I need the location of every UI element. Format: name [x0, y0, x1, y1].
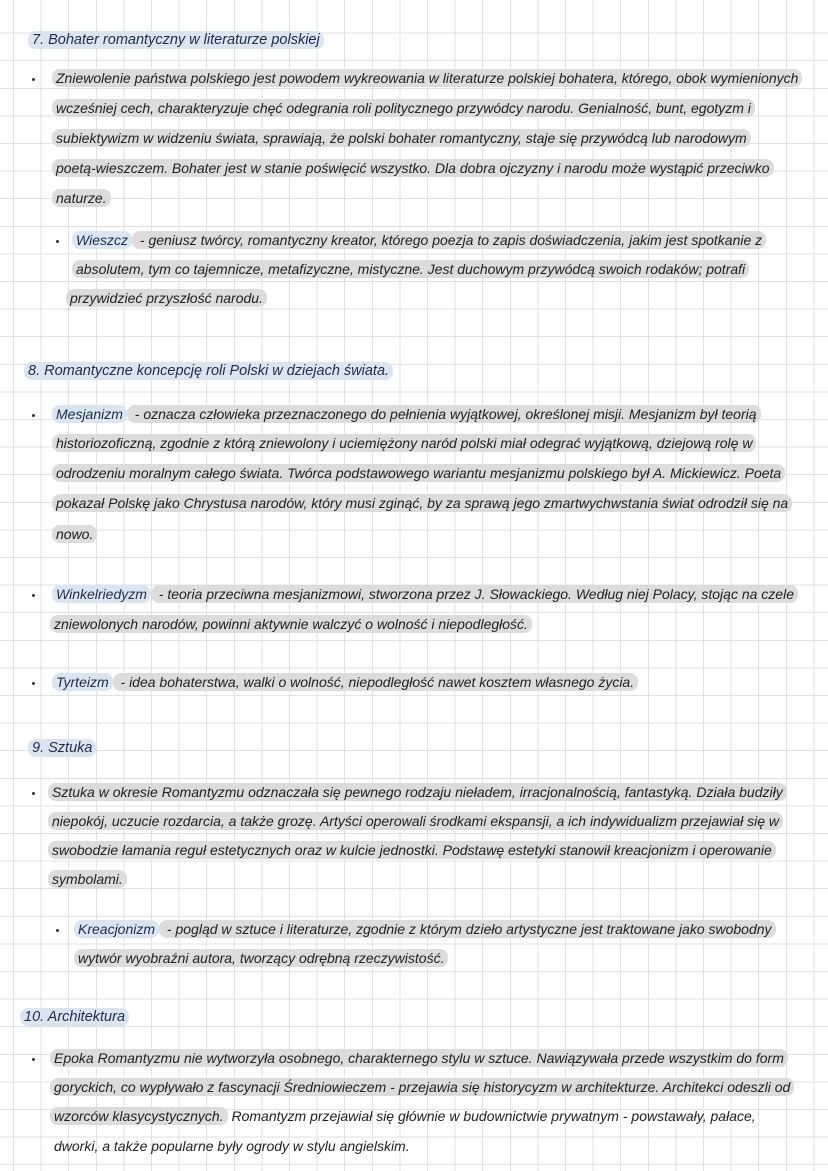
section-heading-9	[28, 737, 96, 759]
text-segment: historiozoficzną, zgodnie z którą zniewolony i uciemiężony naród polski miał odegrać wyjątkową, dziejową rolę w	[52, 434, 756, 452]
text-segment: absolutem, tym co tajemnicze, metafizyczne, mistyczne. Jest duchowym przywódcą swoich rodaków; potrafi	[72, 260, 749, 278]
text-line	[52, 128, 751, 148]
text-line	[52, 433, 756, 453]
text-line	[50, 1048, 788, 1068]
text-segment: 9. Sztuka	[28, 739, 96, 757]
bullet-icon	[32, 1058, 35, 1061]
text-line	[50, 1106, 756, 1126]
text-segment: zniewolonych narodów, powinni aktywnie walczyć o wolność i niepodległość.	[50, 615, 532, 633]
text-segment: naturze.	[52, 189, 111, 207]
text-line	[50, 1077, 794, 1097]
text-segment: poetą-wieszczem. Bohater jest w stanie poświęcić wszystko. Dla dobra ojczyzny i narodu może wystąpić przeciwko	[52, 159, 774, 177]
bullet-icon	[32, 594, 35, 597]
text-line	[66, 288, 267, 308]
text-segment: wytwór wyobraźni autora, tworzący odrębną rzeczywistość.	[74, 949, 448, 967]
term-line	[74, 919, 776, 939]
text-line	[48, 782, 787, 802]
term-line	[72, 230, 766, 250]
bullet-icon	[32, 792, 35, 795]
text-segment: wcześniej cech, charakteryzuje chęć odegrania roli politycznego przywódcy narodu. Genialność, bunt, egotyzm i	[52, 99, 755, 117]
text-line	[72, 259, 749, 279]
text-segment: goryckich, co wypływało z fascynacji Średniowieczem - przejawia się historycyzm w architekturze. Architekci odeszli od	[50, 1078, 794, 1096]
term-winkelriedyzm: Winkelriedyzm	[52, 585, 151, 603]
text-segment: - idea bohaterstwa, walki o wolność, niepodległość nawet kosztem własnego życia.	[113, 673, 639, 691]
text-line	[52, 68, 802, 88]
text-segment: pokazał Polskę jako Chrystusa narodów, który musi zginąć, by za sprawą jego zmartwychwstania świat odrodził się na	[52, 494, 792, 512]
text-line	[74, 948, 448, 968]
text-segment: - oznacza człowieka przeznaczonego do pełnienia wyjątkowej, określonej misji. Mesjanizm był teorią	[127, 405, 761, 423]
text-segment: 10. Architektura	[20, 1008, 129, 1026]
term-tyrteizm: Tyrteizm	[52, 673, 113, 691]
text-segment: Zniewolenie państwa polskiego jest powodem wykreowania w literaturze polskiej bohatera, którego, obok wymienionych	[52, 69, 802, 87]
section-heading-8	[24, 360, 393, 382]
section-heading-10	[20, 1006, 129, 1028]
bullet-icon	[32, 682, 35, 685]
bullet-icon	[32, 414, 35, 417]
text-segment: 8. Romantyczne koncepcję roli Polski w dziejach świata.	[24, 362, 393, 380]
text-segment: - teoria przeciwna mesjanizmowi, stworzona przez J. Słowackiego. Według niej Polacy, stojąc na czele	[151, 585, 798, 603]
bullet-icon	[56, 929, 59, 932]
text-segment: Romantyzm przejawiał się głównie w budownictwie prywatnym - powstawały, pałace,	[227, 1108, 756, 1124]
term-wieszcz: Wieszcz	[72, 231, 132, 249]
text-segment: odrodzeniu moralnym całego świata. Twórca podstawowego wariantu mesjanizmu polskiego był A. Mickiewicz. Poeta	[52, 464, 785, 482]
text-line	[48, 811, 783, 831]
term-line	[52, 404, 761, 424]
text-segment: - pogląd w sztuce i literaturze, zgodnie z którym dzieło artystyczne jest traktowane jako swobodny	[159, 920, 776, 938]
bullet-icon	[32, 78, 35, 81]
text-segment: niepokój, uczucie rozdarcia, a także grozę. Artyści operowali środkami ekspansji, a ich indywidualizm przejawiał się w	[48, 812, 783, 830]
text-segment: dworki, a także popularne były ogrody w stylu angielskim.	[54, 1138, 410, 1154]
text-segment: symbolami.	[48, 870, 127, 888]
text-line	[52, 188, 111, 208]
text-segment: Epoka Romantyzmu nie wytworzyła osobnego, charakternego stylu w sztuce. Nawiązywała przede wszystkim do form	[50, 1049, 788, 1067]
text-segment: nowo.	[52, 525, 97, 543]
text-line	[48, 840, 776, 860]
text-line	[48, 869, 127, 889]
bullet-icon	[56, 240, 59, 243]
text-segment: Sztuka w okresie Romantyzmu odznaczała się pewnego rodzaju nieładem, irracjonalnością, fantastyką. Działa budziły	[48, 783, 787, 801]
text-line	[52, 98, 755, 118]
text-segment: - geniusz twórcy, romantyczny kreator, którego poezja to zapis doświadczenia, jakim jest spotkanie z	[132, 231, 766, 249]
text-segment: wzorców klasycystycznych.	[50, 1107, 228, 1125]
text-line	[52, 524, 97, 544]
text-line	[52, 158, 774, 178]
text-segment: subiektywizm w widzeniu świata, sprawiają, że polski bohater romantyczny, staje się przywódcą lub narodowym	[52, 129, 751, 147]
text-line	[52, 463, 785, 483]
text-segment: przywidzieć przyszłość narodu.	[66, 289, 267, 307]
text-line	[54, 1136, 410, 1156]
term-kreacjonizm: Kreacjonizm	[74, 920, 159, 938]
term-line	[52, 584, 798, 604]
text-line	[50, 614, 532, 634]
text-line	[52, 493, 792, 513]
term-line	[52, 672, 638, 692]
text-segment: swobodzie łamania reguł estetycznych oraz w kulcie jednostki. Podstawę estetyki stanowił kreacjonizm i operowanie	[48, 841, 776, 859]
text-segment: 7. Bohater romantyczny w literaturze polskiej	[28, 31, 324, 49]
term-mesjanizm: Mesjanizm	[52, 405, 127, 423]
section-heading-7	[28, 29, 324, 51]
